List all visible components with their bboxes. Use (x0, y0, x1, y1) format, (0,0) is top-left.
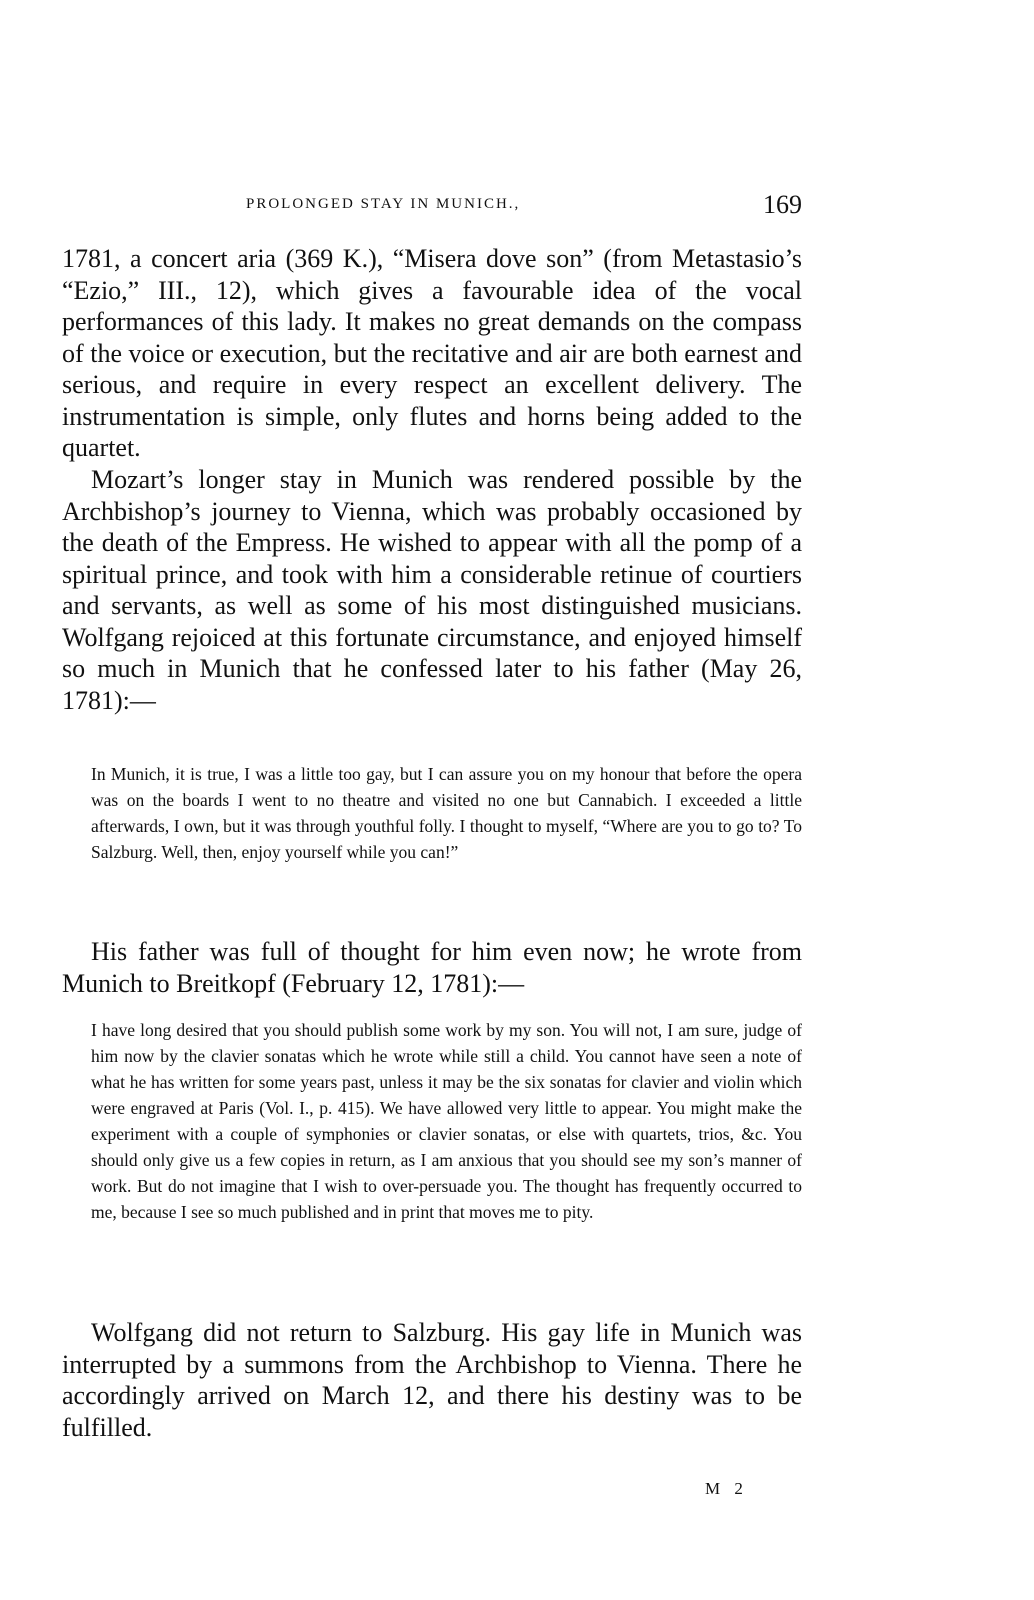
page-number: 169 (763, 190, 802, 219)
paragraph-4: Wolfgang did not return to Salzburg. His gay life in Munich was interrupted by a summons from the Archbishop to Vienna. There he accordingly arrived on March 12, and there his destiny was to be fulfilled. (62, 1318, 802, 1442)
paragraph-3: His father was full of thought for him even now; he wrote from Munich to Breitkopf (February 12, 1781):— (62, 937, 802, 998)
running-head: PROLONGED STAY IN MUNICH., (246, 196, 521, 212)
second-paragraph-block (62, 464, 802, 716)
paragraph-2: Mozart’s longer stay in Munich was rendered possible by the Archbishop’s journey to Vienna, which was probably occasioned by the death of the Empress. He wished to appear with all the pomp of a spiritual prince, and took with him a considerable retinue of courtiers and servants, as well as some of his most distinguished musicians. Wolfgang rejoiced at this fortunate circumstance, and enjoyed himself so much in Munich that he confessed later to his father (May 26, 1781):— (62, 465, 802, 715)
letter-quote-1 (91, 761, 802, 865)
closing-paragraph-block (62, 1317, 802, 1443)
letter-quote-2 (91, 1017, 802, 1225)
page-header (62, 190, 802, 226)
third-paragraph-block (62, 936, 802, 999)
signature-mark: M 2 (705, 1479, 748, 1498)
paragraph-1: 1781, a concert aria (369 K.), “Misera dove son” (from Metastasio’s “Ezio,” III., 12), which gives a favourable idea of the vocal performances of this lady. It makes no great demands on the compass of the voice or execution, but the recitative and air are both earnest and serious, and require in every respect an excellent delivery. The instrumentation is simple, only flutes and horns being added to the quartet. (62, 244, 802, 462)
opening-paragraph (62, 243, 802, 464)
quote-2: I have long desired that you should publish some work by my son. You will not, I am sure, judge of him now by the clavier sonatas which he wrote while still a child. You cannot have seen a note of what he has written for some years past, unless it may be the six sonatas for clavier and violin which were engraved at Paris (Vol. I., p. 415). We have allowed very little to appear. You might make the experiment with a couple of symphonies or clavier sonatas, or else with quartets, trios, &c. You should only give us a few copies in return, as I am anxious that you should see my son’s manner of work. But do not imagine that I wish to over-persuade you. The thought has frequently occurred to me, because I see so much published and in print that moves me to pity. (91, 1020, 802, 1222)
quote-1: In Munich, it is true, I was a little too gay, but I can assure you on my honour that before the opera was on the boards I went to no theatre and visited no one but Cannabich. I exceeded a little afterwards, I own, but it was through youthful folly. I thought to myself, “Where are you to go to? To Salzburg. Well, then, enjoy yourself while you can!” (91, 764, 802, 862)
